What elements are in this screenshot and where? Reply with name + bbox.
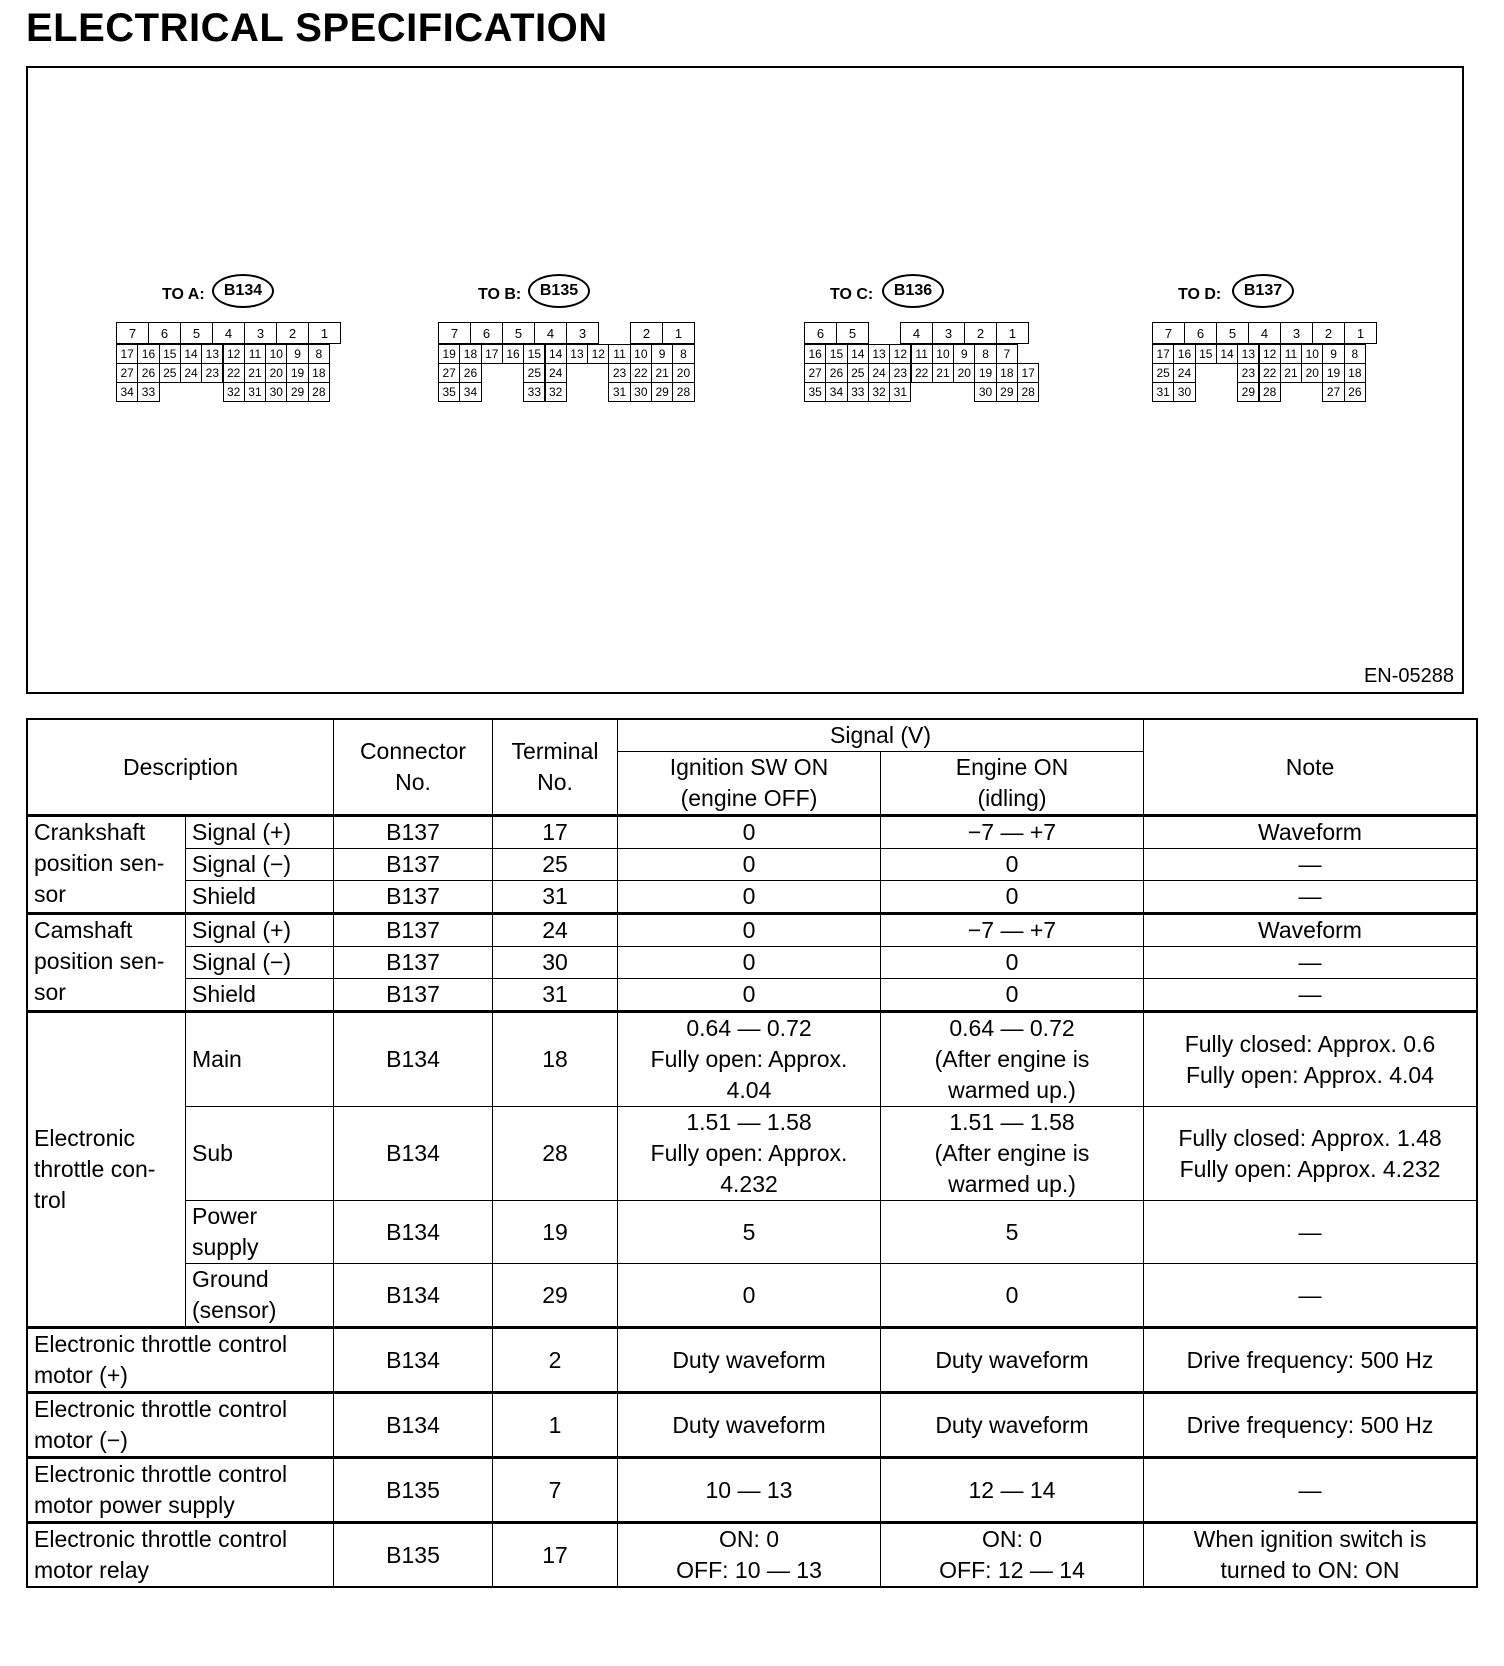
sub-description: Shield [186,881,334,914]
connector-pin: 9 [953,344,975,364]
signal-engine-on: Duty waveform [881,1393,1144,1458]
terminal-no: 17 [493,816,618,849]
connector-diagram [26,66,1464,694]
connector-pin: 22 [630,363,652,383]
connector-pin: 34 [825,382,847,402]
sub-description: Signal (+) [186,914,334,947]
connector-pin: 21 [651,363,673,383]
header-terminal: Terminal No. [493,719,618,816]
connector-id-badge: B136 [882,274,944,308]
connector-pin: 16 [137,344,159,364]
table-row [27,1328,1477,1393]
note: — [1144,881,1478,914]
sub-description: Main [186,1012,334,1107]
signal-ignition-on: 5 [618,1201,881,1264]
sub-description: Ground (sensor) [186,1264,334,1328]
connector-pin: 5 [502,322,535,344]
connector-pin: 19 [438,344,460,364]
sub-description: Signal (−) [186,947,334,979]
note: — [1144,1458,1478,1523]
connector-pin: 13 [1237,344,1259,364]
connector-pin: 17 [1152,344,1174,364]
connector-no: B134 [334,1107,493,1201]
connector-pin: 26 [459,363,481,383]
table-row [27,1393,1477,1458]
connector-pin: 28 [1259,382,1281,402]
sub-description: Shield [186,979,334,1012]
connector-pin: 12 [1259,344,1281,364]
table-row [27,1458,1477,1523]
connector-pin: 10 [630,344,652,364]
connector-pin: 25 [847,363,869,383]
header-engine-on: Engine ON (idling) [881,752,1144,816]
note: Drive frequency: 500 Hz [1144,1328,1478,1393]
connector-pin: 17 [1017,363,1039,383]
connector-pin: 29 [1237,382,1259,402]
connector-pin: 19 [974,363,996,383]
signal-engine-on: −7 — +7 [881,914,1144,947]
connector-pin: 32 [545,382,567,402]
connector-pin: 13 [201,344,223,364]
connector-pin: 4 [1248,322,1281,344]
connector-label: TO B: [478,286,522,303]
table-row [27,1201,1477,1264]
connector-pin: 29 [651,382,673,402]
signal-engine-on: ON: 0 OFF: 12 — 14 [881,1523,1144,1588]
connector-no: B135 [334,1523,493,1588]
connector-pin: 1 [1344,322,1377,344]
connector-pin: 2 [964,322,997,344]
description: Electronic throttle control motor relay [27,1523,334,1588]
connector-pin: 10 [265,344,287,364]
connector-pin: 29 [286,382,308,402]
connector-pin: 18 [459,344,481,364]
connector-pin: 15 [825,344,847,364]
connector-pin: 11 [608,344,630,364]
connector-pin: 21 [1280,363,1302,383]
connector-pin: 8 [308,344,330,364]
header-signal: Signal (V) [618,719,1144,752]
connector-pin: 16 [502,344,524,364]
signal-engine-on: 0 [881,947,1144,979]
connector-pin: 24 [868,363,890,383]
terminal-no: 2 [493,1328,618,1393]
connector-pin: 1 [996,322,1029,344]
note: — [1144,1264,1478,1328]
connector-pin: 26 [1344,382,1366,402]
terminal-no: 28 [493,1107,618,1201]
terminal-no: 19 [493,1201,618,1264]
table-row [27,816,1477,849]
connector-pin: 22 [223,363,245,383]
connector-no: B137 [334,947,493,979]
connector-pin: 22 [1259,363,1281,383]
connector-no: B134 [334,1012,493,1107]
connector-id-badge: B134 [212,274,274,308]
signal-ignition-on: 0.64 — 0.72 Fully open: Approx. 4.04 [618,1012,881,1107]
connector-no: B134 [334,1328,493,1393]
connector-pin: 34 [459,382,481,402]
connector-pin: 34 [116,382,138,402]
header-connector: Connector No. [334,719,493,816]
table-row [27,1264,1477,1328]
connector-pin: 20 [1301,363,1323,383]
signal-engine-on: 0 [881,979,1144,1012]
connector-pin: 25 [1152,363,1174,383]
connector-pin: 16 [804,344,826,364]
sub-description: Signal (+) [186,816,334,849]
connector-pin: 9 [1322,344,1344,364]
connector-pin: 3 [566,322,599,344]
note: — [1144,1201,1478,1264]
connector-pin: 20 [953,363,975,383]
connector-pin: 3 [1280,322,1313,344]
terminal-no: 24 [493,914,618,947]
connector-pin: 6 [804,322,837,344]
signal-ignition-on: 0 [618,849,881,881]
sub-description: Sub [186,1107,334,1201]
connector-pin: 23 [889,363,911,383]
connector-pin: 23 [608,363,630,383]
connector-no: B134 [334,1393,493,1458]
connector-pin: 19 [286,363,308,383]
note: Waveform [1144,914,1478,947]
terminal-no: 17 [493,1523,618,1588]
connector-pin: 8 [672,344,694,364]
signal-engine-on: 0 [881,849,1144,881]
connector-pin: 4 [534,322,567,344]
connector-pin: 33 [847,382,869,402]
connector-pin: 21 [244,363,266,383]
connector-pin: 9 [286,344,308,364]
connector-pin: 1 [308,322,341,344]
connector-pin: 14 [545,344,567,364]
connector-pin: 6 [470,322,503,344]
signal-ignition-on: 1.51 — 1.58 Fully open: Approx. 4.232 [618,1107,881,1201]
connector-pin: 30 [630,382,652,402]
connector-no: B135 [334,1458,493,1523]
note: Waveform [1144,816,1478,849]
signal-ignition-on: Duty waveform [618,1328,881,1393]
connector-pin: 27 [116,363,138,383]
connector-pin: 31 [608,382,630,402]
signal-ignition-on: 0 [618,1264,881,1328]
signal-ignition-on: ON: 0 OFF: 10 — 13 [618,1523,881,1588]
connector-pin: 17 [481,344,503,364]
connector-id-badge: B137 [1232,274,1294,308]
table-row [27,947,1477,979]
connector-pin: 27 [804,363,826,383]
connector-no: B137 [334,914,493,947]
connector-pin: 15 [523,344,545,364]
connector-pin: 5 [836,322,869,344]
connector-pin: 1 [662,322,695,344]
signal-engine-on: Duty waveform [881,1328,1144,1393]
connector-pin: 2 [630,322,663,344]
connector-pin: 18 [996,363,1018,383]
connector-pin: 27 [1322,382,1344,402]
connector-label: TO D: [1178,286,1222,303]
signal-ignition-on: Duty waveform [618,1393,881,1458]
connector-pin: 32 [223,382,245,402]
connector-pin: 30 [1173,382,1195,402]
signal-ignition-on: 0 [618,816,881,849]
connector-pin: 18 [308,363,330,383]
terminal-no: 25 [493,849,618,881]
terminal-no: 18 [493,1012,618,1107]
connector-pin: 11 [1280,344,1302,364]
connector-no: B137 [334,816,493,849]
connector-pin: 2 [276,322,309,344]
header-note: Note [1144,719,1478,816]
note: — [1144,979,1478,1012]
table-row [27,914,1477,947]
signal-engine-on: 0.64 — 0.72 (After engine is warmed up.) [881,1012,1144,1107]
note: — [1144,947,1478,979]
signal-ignition-on: 0 [618,914,881,947]
connector-label: TO A: [162,286,205,303]
connector-no: B137 [334,849,493,881]
signal-engine-on: 0 [881,881,1144,914]
table-row [27,979,1477,1012]
connector-pin: 17 [116,344,138,364]
connector-pin: 7 [1152,322,1185,344]
note: Fully closed: Approx. 1.48 Fully open: Approx. 4.232 [1144,1107,1478,1201]
connector-pin: 28 [1017,382,1039,402]
connector-pin: 4 [900,322,933,344]
connector-pin: 3 [244,322,277,344]
connector-pin: 9 [651,344,673,364]
description: Electronic throttle control motor (+) [27,1328,334,1393]
note: Drive frequency: 500 Hz [1144,1393,1478,1458]
connector-pin: 7 [438,322,471,344]
connector-no: B134 [334,1201,493,1264]
signal-engine-on: −7 — +7 [881,816,1144,849]
description: Electronic throttle control motor power supply [27,1458,334,1523]
connector-id-badge: B135 [528,274,590,308]
connector-pin: 14 [1216,344,1238,364]
connector-pin: 28 [672,382,694,402]
connector-pin: 26 [825,363,847,383]
sub-description: Power supply [186,1201,334,1264]
terminal-no: 31 [493,881,618,914]
connector-pin: 29 [996,382,1018,402]
terminal-no: 29 [493,1264,618,1328]
connector-pin: 20 [672,363,694,383]
description: Electronic throttle control motor (−) [27,1393,334,1458]
connector-pin: 13 [566,344,588,364]
connector-pin: 26 [137,363,159,383]
connector-pin: 12 [223,344,245,364]
note: Fully closed: Approx. 0.6 Fully open: Approx. 4.04 [1144,1012,1478,1107]
signal-engine-on: 0 [881,1264,1144,1328]
connector-pin: 21 [932,363,954,383]
connector-pin: 22 [911,363,933,383]
connector-pin: 18 [1344,363,1366,383]
signal-ignition-on: 10 — 13 [618,1458,881,1523]
group-description: Camshaft position sen- sor [27,914,186,1012]
connector-pin: 15 [1195,344,1217,364]
connector-pin: 30 [974,382,996,402]
table-row [27,881,1477,914]
connector-pin: 6 [148,322,181,344]
signal-engine-on: 1.51 — 1.58 (After engine is warmed up.) [881,1107,1144,1201]
connector-pin: 2 [1312,322,1345,344]
connector-pin: 4 [212,322,245,344]
connector-pin: 19 [1322,363,1344,383]
signal-ignition-on: 0 [618,979,881,1012]
connector-pin: 28 [308,382,330,402]
terminal-no: 7 [493,1458,618,1523]
connector-pin: 24 [1173,363,1195,383]
figure-code: EN-05288 [1363,665,1454,687]
table-row [27,1523,1477,1588]
connector-pin: 7 [996,344,1018,364]
connector-pin: 31 [244,382,266,402]
connector-pin: 14 [180,344,202,364]
connector-pin: 32 [868,382,890,402]
connector-pin: 12 [587,344,609,364]
table-row [27,1107,1477,1201]
connector-pin: 12 [889,344,911,364]
connector-label: TO C: [830,286,874,303]
connector-pin: 15 [159,344,181,364]
connector-pin: 23 [1237,363,1259,383]
terminal-no: 30 [493,947,618,979]
connector-pin: 5 [180,322,213,344]
connector-pin: 10 [932,344,954,364]
header-ignition-on: Ignition SW ON (engine OFF) [618,752,881,816]
table-row [27,1012,1477,1107]
connector-pin: 31 [889,382,911,402]
connector-pin: 8 [1344,344,1366,364]
connector-pin: 33 [523,382,545,402]
table-row [27,849,1477,881]
connector-pin: 33 [137,382,159,402]
page-title: ELECTRICAL SPECIFICATION [26,6,608,50]
connector-pin: 24 [180,363,202,383]
terminal-no: 1 [493,1393,618,1458]
connector-pin: 11 [244,344,266,364]
connector-pin: 6 [1184,322,1217,344]
electrical-spec-table [26,718,1478,1588]
signal-engine-on: 12 — 14 [881,1458,1144,1523]
sub-description: Signal (−) [186,849,334,881]
note: When ignition switch is turned to ON: ON [1144,1523,1478,1588]
connector-pin: 30 [265,382,287,402]
connector-pin: 31 [1152,382,1174,402]
connector-pin: 20 [265,363,287,383]
connector-pin: 25 [159,363,181,383]
connector-no: B137 [334,979,493,1012]
connector-pin: 35 [438,382,460,402]
connector-pin: 5 [1216,322,1249,344]
note: — [1144,849,1478,881]
terminal-no: 31 [493,979,618,1012]
connector-pin: 10 [1301,344,1323,364]
connector-pin: 35 [804,382,826,402]
connector-pin: 7 [116,322,149,344]
connector-pin: 25 [523,363,545,383]
connector-pin: 3 [932,322,965,344]
connector-pin: 14 [847,344,869,364]
connector-pin: 8 [974,344,996,364]
connector-pin: 23 [201,363,223,383]
connector-pin: 16 [1173,344,1195,364]
connector-no: B134 [334,1264,493,1328]
connector-no: B137 [334,881,493,914]
connector-pin: 24 [545,363,567,383]
group-description: Crankshaft position sen- sor [27,816,186,914]
connector-pin: 11 [911,344,933,364]
signal-engine-on: 5 [881,1201,1144,1264]
signal-ignition-on: 0 [618,947,881,979]
group-description: Electronic throttle con- trol [27,1012,186,1328]
connector-pin: 13 [868,344,890,364]
header-description: Description [27,719,334,816]
signal-ignition-on: 0 [618,881,881,914]
connector-pin: 27 [438,363,460,383]
